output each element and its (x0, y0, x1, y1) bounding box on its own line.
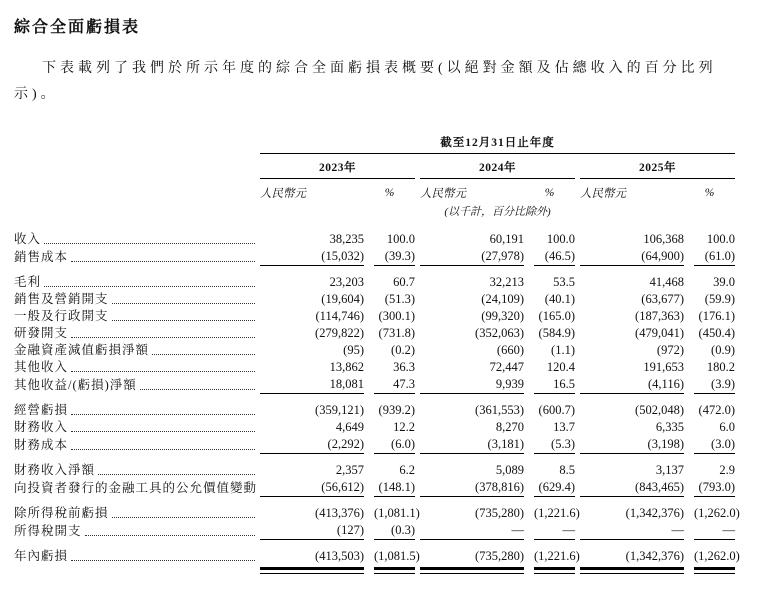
amount-cell-2024: (352,063) (475, 326, 524, 340)
financial-table (14, 134, 740, 574)
table-row (14, 540, 735, 565)
amount-cell-2025: 191,653 (643, 360, 684, 374)
percent-cell-2023: 47.3 (364, 376, 415, 394)
percent-cell-2024: (46.5) (524, 248, 575, 266)
percent-cell-2023: (1,081.1) (374, 506, 420, 520)
percent-cell-2023: (51.3) (384, 292, 415, 306)
percent-cell-2025: (793.0) (684, 479, 735, 497)
row-label-cell (14, 394, 260, 419)
percent-cell-2024: (1.1) (551, 343, 575, 357)
table-row (14, 419, 735, 436)
dot-leader (71, 449, 255, 450)
year-header-2024: 2024年 (420, 154, 575, 179)
amount-cell-2023: (127) (260, 522, 364, 540)
percent-cell-2023: (1,081.5) (374, 549, 420, 563)
percent-cell-2025: (450.4) (698, 326, 735, 340)
dot-leader (152, 354, 255, 355)
unit-note: (以千計，百分比除外) (444, 206, 551, 218)
row-label-text: 除所得稅前虧損 (14, 506, 109, 520)
dot-leader (140, 389, 255, 390)
amount-cell-2025: (4,116) (580, 376, 684, 394)
double-rule (694, 567, 735, 574)
percent-cell-2024: — (524, 522, 575, 540)
row-label-text: 其他收益/(虧損)淨額 (14, 378, 137, 392)
row-label-cell (14, 308, 260, 325)
percent-cell-2023: 12.2 (393, 420, 415, 434)
percent-cell-2024: 16.5 (524, 376, 575, 394)
amount-cell-2023: 4,649 (335, 420, 364, 434)
double-rule (260, 567, 364, 574)
amount-cell-2025: (187,363) (635, 309, 684, 323)
amount-cell-2025: (3,198) (580, 436, 684, 454)
dot-leader (71, 371, 255, 372)
percent-cell-2025: 100.0 (706, 232, 735, 246)
amount-cell-2024: (99,320) (481, 309, 524, 323)
amount-cell-2024: (735,280) (475, 549, 524, 563)
row-label-cell (14, 419, 260, 436)
amount-cell-2023: 18,081 (260, 376, 364, 394)
amount-column-header: 人民幣元 (420, 188, 466, 200)
row-label-text: 所得稅開支 (14, 524, 82, 538)
row-label-text: 財務收入 (14, 420, 69, 434)
row-label-cell (14, 376, 260, 394)
row-label-cell (14, 325, 260, 342)
amount-cell-2025: (1,342,376) (625, 506, 684, 520)
row-label-cell (14, 454, 260, 479)
percent-cell-2025: (3.9) (684, 376, 735, 394)
row-label-cell (14, 266, 260, 291)
intro-paragraph: 下表載列了我們於所示年度的綜合全面虧損表概要(以絕對金額及佔總收入的百分比列示)。 (14, 61, 717, 102)
amount-cell-2023: 2,357 (335, 463, 364, 477)
amount-cell-2024: 72,447 (489, 360, 524, 374)
table-row (14, 479, 735, 497)
amount-cell-2024: 60,191 (489, 232, 524, 246)
percent-cell-2023: 100.0 (386, 232, 415, 246)
row-label-cell (14, 359, 260, 376)
amount-cell-2024: — (420, 522, 524, 540)
amount-cell-2023: (413,503) (315, 549, 364, 563)
percent-cell-2025: (0.9) (711, 343, 735, 357)
amount-cell-2025: — (580, 522, 684, 540)
amount-cell-2023: 13,862 (329, 360, 364, 374)
amount-cell-2023: (2,292) (260, 436, 364, 454)
double-rule (420, 567, 524, 574)
table-row (14, 436, 735, 454)
percent-cell-2025: 6.0 (719, 420, 735, 434)
amount-cell-2025: (479,041) (635, 326, 684, 340)
percent-column-header: % (704, 187, 715, 199)
amount-column-header: 人民幣元 (260, 188, 306, 200)
unit-note-row (14, 201, 735, 231)
row-label-text: 財務成本 (14, 438, 69, 452)
row-label-cell (14, 342, 260, 359)
percent-cell-2025: (176.1) (698, 309, 735, 323)
table-row (14, 522, 735, 540)
dot-leader (71, 414, 255, 415)
amount-cell-2023: (279,822) (315, 326, 364, 340)
table-row (14, 231, 735, 248)
percent-cell-2023: (39.3) (364, 248, 415, 266)
amount-column-header: 人民幣元 (580, 188, 626, 200)
percent-cell-2023: (0.2) (391, 343, 415, 357)
table-header (14, 134, 735, 231)
percent-cell-2024: (5.3) (524, 436, 575, 454)
percent-cell-2024: (584.9) (538, 326, 575, 340)
amount-cell-2024: 8,270 (495, 420, 524, 434)
amount-cell-2024: (361,553) (475, 403, 524, 417)
percent-cell-2024: 8.5 (559, 463, 575, 477)
percent-cell-2025: (61.0) (684, 248, 735, 266)
percent-column-header: % (544, 187, 555, 199)
table-row (14, 325, 735, 342)
dot-leader (71, 337, 255, 338)
percent-cell-2024: 120.4 (546, 360, 575, 374)
dot-leader (85, 535, 255, 536)
double-rule (580, 567, 684, 574)
row-label-text: 一般及行政開支 (14, 309, 109, 323)
row-label-cell (14, 248, 260, 266)
dot-leader (71, 560, 255, 561)
row-label-text: 其他收入 (14, 360, 69, 374)
amount-cell-2024: (378,816) (420, 479, 524, 497)
percent-cell-2024: (629.4) (524, 479, 575, 497)
percent-cell-2024: 53.5 (553, 275, 575, 289)
row-label-cell (14, 231, 260, 248)
table-row (14, 497, 735, 522)
amount-cell-2023: (15,032) (260, 248, 364, 266)
table-row (14, 394, 735, 419)
amount-cell-2025: (63,677) (641, 292, 684, 306)
amount-cell-2025: (64,900) (580, 248, 684, 266)
amount-cell-2023: 38,235 (329, 232, 364, 246)
percent-cell-2023: (300.1) (378, 309, 415, 323)
amount-cell-2024: (3,181) (420, 436, 524, 454)
percent-cell-2023: 36.3 (393, 360, 415, 374)
dot-leader (44, 243, 255, 244)
amount-cell-2025: 106,368 (643, 232, 684, 246)
table-row (14, 454, 735, 479)
row-label-cell (14, 436, 260, 454)
percent-cell-2025: (3.0) (684, 436, 735, 454)
row-label-text: 經營虧損 (14, 403, 69, 417)
amount-cell-2024: (27,978) (420, 248, 524, 266)
amount-cell-2025: (1,342,376) (625, 549, 684, 563)
amount-cell-2025: (502,048) (635, 403, 684, 417)
percent-cell-2024: (600.7) (538, 403, 575, 417)
column-headers-row (14, 179, 735, 202)
table-row (14, 291, 735, 308)
table-row (14, 376, 735, 394)
percent-cell-2023: 60.7 (393, 275, 415, 289)
row-label-cell (14, 291, 260, 308)
percent-cell-2023: (148.1) (364, 479, 415, 497)
years-header-row (14, 154, 735, 179)
amount-cell-2023: (114,746) (315, 309, 364, 323)
row-label-text: 銷售成本 (14, 250, 69, 264)
percent-cell-2023: 6.2 (399, 463, 415, 477)
amount-cell-2023: (95) (343, 343, 364, 357)
percent-cell-2023: (731.8) (378, 326, 415, 340)
year-header-2023: 2023年 (260, 154, 415, 179)
amount-cell-2023: (19,604) (321, 292, 364, 306)
amount-cell-2024: (24,109) (481, 292, 524, 306)
percent-cell-2024: (1,221.6) (534, 549, 580, 563)
percent-cell-2024: (1,221.6) (534, 506, 580, 520)
percent-cell-2025: (1,262.0) (694, 506, 740, 520)
percent-cell-2024: (40.1) (544, 292, 575, 306)
table-row (14, 266, 735, 291)
amount-cell-2024: 9,939 (420, 376, 524, 394)
percent-cell-2023: (6.0) (364, 436, 415, 454)
amount-cell-2024: 5,089 (495, 463, 524, 477)
percent-cell-2025: (59.9) (704, 292, 735, 306)
amount-cell-2025: 41,468 (649, 275, 684, 289)
dot-leader (71, 431, 255, 432)
percent-cell-2025: (472.0) (698, 403, 735, 417)
percent-cell-2024: (165.0) (538, 309, 575, 323)
dot-leader (44, 286, 255, 287)
percent-cell-2023: (939.2) (378, 403, 415, 417)
amount-cell-2025: 3,137 (655, 463, 684, 477)
row-label-text: 研發開支 (14, 326, 69, 340)
row-label-text: 金融資產減值虧損淨額 (14, 343, 150, 357)
row-label-text: 財務收入淨額 (14, 463, 96, 477)
row-label-cell (14, 497, 260, 522)
double-rule-row (14, 565, 735, 574)
percent-column-header: % (384, 187, 395, 199)
percent-cell-2024: 100.0 (546, 232, 575, 246)
period-header-row (14, 134, 735, 154)
amount-cell-2025: (843,465) (580, 479, 684, 497)
table-row (14, 308, 735, 325)
percent-cell-2023: (0.3) (364, 522, 415, 540)
dot-leader (112, 303, 255, 304)
row-label-text: 收入 (14, 232, 42, 246)
amount-cell-2023: 23,203 (329, 275, 364, 289)
amount-cell-2023: (56,612) (260, 479, 364, 497)
percent-cell-2025: 2.9 (719, 463, 735, 477)
row-label-text: 年內虧損 (14, 549, 69, 563)
amount-cell-2024: (660) (496, 343, 524, 357)
row-label-text: 向投資者發行的金融工具的公允價值變動 (14, 481, 258, 495)
percent-cell-2025: 39.0 (713, 275, 735, 289)
row-label-text: 銷售及營銷開支 (14, 292, 109, 306)
period-header: 截至12月31日止年度 (260, 134, 735, 154)
row-label-text: 毛利 (14, 275, 42, 289)
percent-cell-2025: 180.2 (706, 360, 735, 374)
dot-leader (98, 474, 255, 475)
table-row (14, 248, 735, 266)
amount-cell-2023: (413,376) (315, 506, 364, 520)
table-body (14, 231, 740, 574)
amount-cell-2025: (972) (656, 343, 684, 357)
dot-leader (112, 320, 255, 321)
double-rule (374, 567, 415, 574)
year-header-2025: 2025年 (580, 154, 735, 179)
double-rule (534, 567, 575, 574)
row-label-cell (14, 540, 260, 565)
dot-leader (112, 517, 255, 518)
percent-cell-2024: 13.7 (553, 420, 575, 434)
table-row (14, 359, 735, 376)
amount-cell-2023: (359,121) (315, 403, 364, 417)
row-label-cell (14, 479, 260, 497)
dot-leader (71, 261, 255, 262)
page-title: 綜合全面虧損表 (14, 19, 141, 36)
percent-cell-2025: (1,262.0) (694, 549, 740, 563)
row-label-cell (14, 522, 260, 540)
amount-cell-2024: (735,280) (475, 506, 524, 520)
amount-cell-2024: 32,213 (489, 275, 524, 289)
percent-cell-2025: — (684, 522, 735, 540)
table-row (14, 342, 735, 359)
amount-cell-2025: 6,335 (655, 420, 684, 434)
